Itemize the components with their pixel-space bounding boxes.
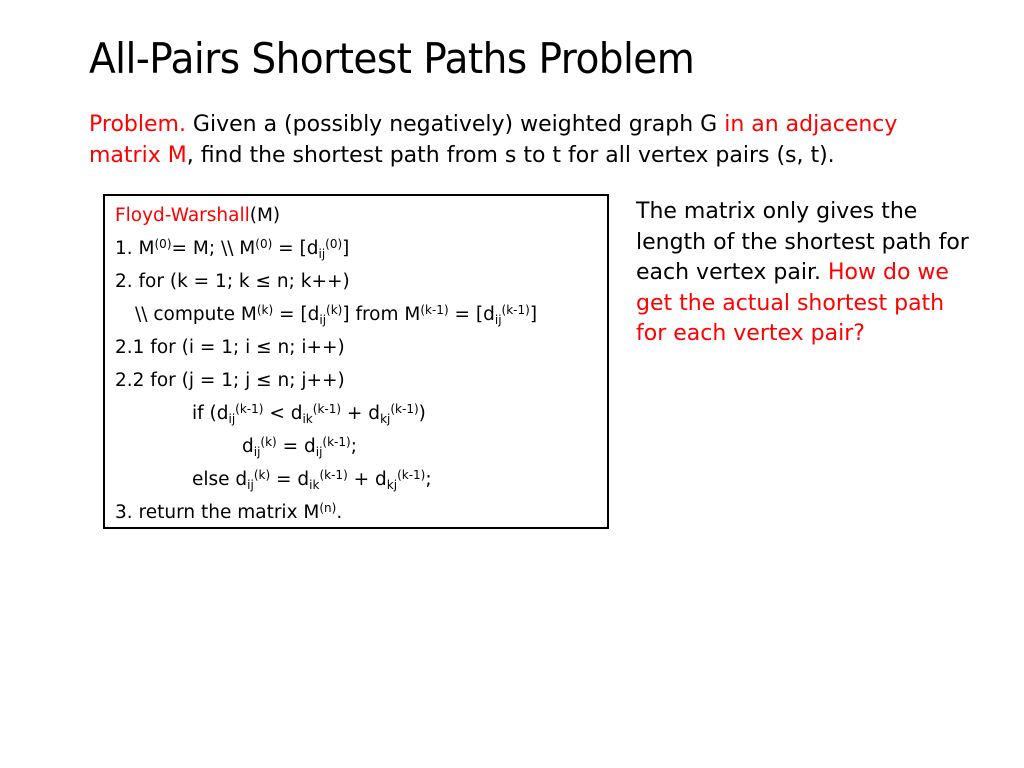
code-sub: ij: [318, 247, 326, 261]
code-text: 3. return the matrix M: [115, 502, 320, 523]
algorithm-line-2: 2. for (k = 1; k ≤ n; k++): [115, 271, 350, 292]
code-sup: (k): [260, 435, 277, 449]
code-sub: ij: [315, 445, 323, 459]
code-text: if (d: [192, 403, 229, 424]
code-sup: (k-1): [322, 435, 351, 449]
code-sub: ij: [247, 478, 254, 492]
side-note: [636, 197, 976, 350]
algorithm-name: Floyd-Warshall: [115, 205, 250, 226]
code-sup: (k-1): [420, 303, 449, 317]
side-note-text: The matrix only gives the length of the shortest path for each vertex pair.: [636, 199, 969, 285]
code-sub: ij: [228, 412, 236, 426]
code-text: = [d: [448, 304, 495, 325]
code-text: 1. M: [115, 238, 155, 259]
problem-text-1: Given a (possibly negatively) weighted graph G: [185, 112, 725, 137]
side-note-question: How do we get the actual shortest path for each vertex pair?: [636, 260, 949, 346]
code-text: else d: [192, 469, 248, 490]
algorithm-header: [115, 204, 280, 228]
code-text: < d: [263, 403, 303, 424]
code-sup: (0): [255, 237, 273, 251]
algorithm-line-9: [115, 501, 342, 525]
code-text: ;: [350, 436, 357, 457]
code-text: \\ compute M: [135, 304, 257, 325]
code-sub: ij: [253, 445, 261, 459]
code-sub: ij: [319, 313, 327, 327]
code-sup: (k): [256, 303, 274, 317]
code-sub: ik: [302, 412, 313, 426]
code-sup: (0): [325, 237, 343, 251]
algorithm-line-6: [192, 402, 426, 426]
code-text: = d: [276, 436, 316, 457]
code-text: d: [242, 436, 254, 457]
algorithm-box: [103, 194, 609, 529]
code-text: = M; \\ M: [171, 238, 256, 259]
code-sup: (k): [253, 468, 271, 482]
code-text: ): [418, 403, 426, 424]
code-text: = [d: [273, 304, 320, 325]
problem-text-2: , find the shortest path from s to t for all vertex pairs (s, t).: [186, 143, 835, 168]
code-sub: ik: [309, 478, 320, 492]
code-text: ]: [342, 238, 350, 259]
algorithm-line-3: [135, 303, 537, 327]
code-text: = [d: [272, 238, 319, 259]
code-sup: (k-1): [312, 402, 342, 416]
problem-highlight: in an adjacency matrix M: [89, 112, 898, 168]
algorithm-line-5: 2.2 for (j = 1; j ≤ n; j++): [115, 370, 345, 391]
code-sup: (n): [319, 501, 337, 515]
code-sup: (k-1): [235, 402, 264, 416]
algorithm-line-8: [192, 468, 432, 492]
problem-label: Problem.: [89, 112, 186, 137]
algorithm-line-1: [115, 237, 349, 261]
code-text: ] from M: [342, 304, 421, 325]
code-sup: (k-1): [319, 468, 348, 482]
code-sup: (k-1): [501, 303, 530, 317]
code-text: + d: [347, 469, 387, 490]
problem-statement: [89, 109, 949, 171]
code-sup: (0): [154, 237, 172, 251]
code-text: ]: [529, 304, 538, 325]
code-sub: ij: [494, 313, 502, 327]
code-text: ;: [425, 469, 432, 490]
code-text: .: [336, 502, 343, 523]
algorithm-line-7: [242, 435, 357, 459]
code-sup: (k-1): [390, 402, 419, 416]
code-text: + d: [341, 403, 381, 424]
algorithm-signature: (M): [249, 205, 281, 226]
code-sup: (k-1): [397, 468, 426, 482]
code-sub: kj: [386, 478, 398, 492]
slide-title: All-Pairs Shortest Paths Problem: [89, 34, 695, 83]
code-sub: kj: [380, 412, 391, 426]
algorithm-line-4: 2.1 for (i = 1; i ≤ n; i++): [115, 337, 345, 358]
code-text: = d: [270, 469, 310, 490]
code-sup: (k): [326, 303, 343, 317]
